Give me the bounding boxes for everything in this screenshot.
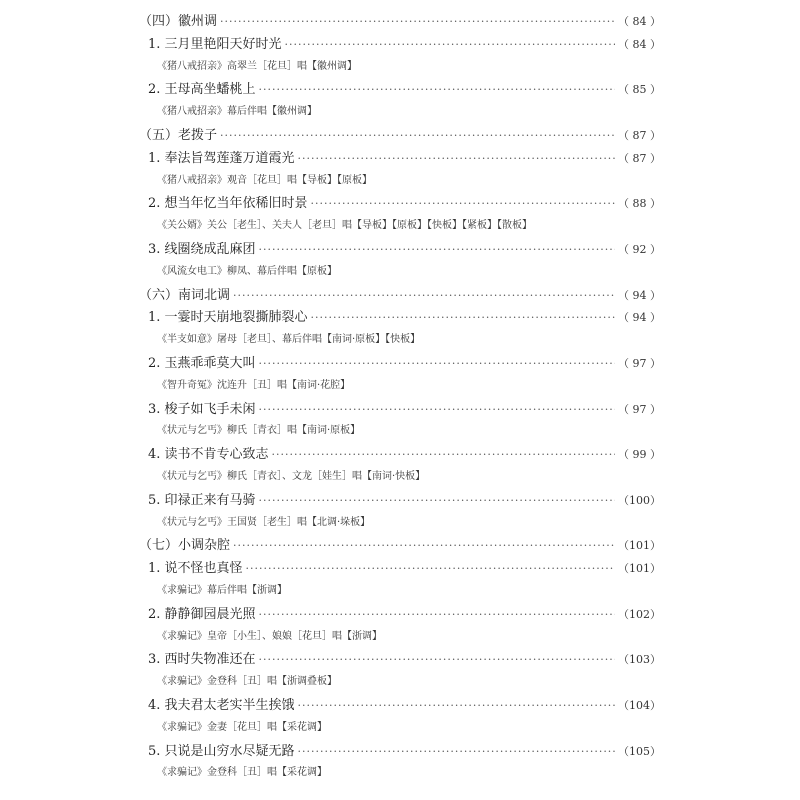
toc-entry-title: 1. 奉法旨驾莲蓬万道霞光 xyxy=(148,150,295,166)
toc-entry-page: （101） xyxy=(618,562,661,576)
toc-entry-title: 3. 西时失物准还在 xyxy=(148,652,256,668)
toc-song-entry[interactable] xyxy=(0,309,800,327)
toc-entry-page: （100） xyxy=(618,493,661,507)
toc-song-entry[interactable] xyxy=(0,401,800,419)
toc-entry-credits: 《猪八戒招亲》观音［花旦］唱【导板】【原板】 xyxy=(157,174,372,186)
toc-entry-page: （ 99 ） xyxy=(618,448,661,462)
toc-entry-line xyxy=(0,241,800,259)
toc-entry-credits: 《求骗记》金登科［丑］唱【浙调叠板】 xyxy=(157,676,337,688)
toc-entry-credits: 《求骗记》金妻［花旦］唱【采花调】 xyxy=(157,721,327,733)
toc-song-entry[interactable] xyxy=(0,651,800,669)
toc-section-entry[interactable] xyxy=(0,127,800,145)
toc-song-entry[interactable] xyxy=(0,446,800,464)
toc-entry-page: （ 85 ） xyxy=(618,83,661,97)
leader-dots xyxy=(259,355,615,373)
toc-entry-title: （七）小调杂腔 xyxy=(139,538,231,554)
toc-section-entry[interactable] xyxy=(0,537,800,555)
toc-entry-line xyxy=(0,743,800,761)
leader-dots xyxy=(285,36,615,54)
toc-entry-credits: 《求骗记》金登科［丑］唱【采花调】 xyxy=(157,767,327,779)
toc-entry-credits: 《状元与乞丐》柳氏［青衣］、文龙［娃生］唱【南词·快板】 xyxy=(157,471,426,482)
toc-entry-page: （101） xyxy=(618,539,661,553)
toc-entry-credits: 《半支如意》屠母［老旦］、幕后伴唱【南词·原板】【快板】 xyxy=(157,334,421,346)
toc-entry-title: 2. 王母高坐蟠桃上 xyxy=(148,82,256,98)
toc-song-entry[interactable] xyxy=(0,36,800,54)
toc-entry-line xyxy=(0,36,800,54)
leader-dots xyxy=(259,651,615,669)
toc-entry-line xyxy=(0,401,800,419)
leader-dots xyxy=(259,401,615,419)
leader-dots xyxy=(259,492,615,510)
toc-entry-page: （ 97 ） xyxy=(618,402,661,416)
toc-entry-title: 2. 静静御园晨光照 xyxy=(148,606,256,622)
toc-entry-title: （四）徽州调 xyxy=(139,14,218,29)
toc-entry-title: 1. 说不怪也真怪 xyxy=(148,561,243,577)
toc-song-entry[interactable] xyxy=(0,606,800,624)
toc-entry-page: （104） xyxy=(618,699,661,712)
toc-entry-line xyxy=(0,492,800,510)
toc-entry-line xyxy=(0,446,800,464)
toc-entry-page: （ 97 ） xyxy=(618,357,661,370)
toc-entry-title: 4. 读书不肯专心致志 xyxy=(148,447,269,463)
toc-entry-page: （ 94 ） xyxy=(618,288,661,302)
toc-entry-credits: 《求骗记》幕后伴唱【浙调】 xyxy=(157,585,287,596)
toc-entry-line xyxy=(0,81,800,99)
toc-entry-title: 1. 一霎时天崩地裂撕肺裂心 xyxy=(148,310,308,326)
toc-entry-title: 2. 想当年忆当年依稀旧时景 xyxy=(148,196,308,212)
toc-song-entry[interactable] xyxy=(0,355,800,373)
toc-entry-title: （五）老拨子 xyxy=(139,128,218,143)
toc-entry-line xyxy=(0,355,800,373)
leader-dots xyxy=(298,150,615,168)
leader-dots xyxy=(259,81,615,99)
toc-entry-page: （ 84 ） xyxy=(618,37,661,51)
toc-entry-line xyxy=(0,150,800,168)
toc-section-entry[interactable] xyxy=(0,287,800,305)
toc-entry-line xyxy=(0,651,800,669)
toc-song-entry[interactable] xyxy=(0,697,800,715)
toc-song-entry[interactable] xyxy=(0,241,800,259)
toc-entry-page: （103） xyxy=(618,653,661,667)
leader-dots xyxy=(298,743,615,761)
toc-entry-line xyxy=(0,127,800,145)
toc-entry-line xyxy=(0,560,800,578)
toc-song-entry[interactable] xyxy=(0,195,800,213)
toc-entry-page: （ 87 ） xyxy=(618,151,661,165)
leader-dots xyxy=(272,446,615,464)
toc-song-entry[interactable] xyxy=(0,150,800,168)
toc-entry-title: 1. 三月里艳阳天好时光 xyxy=(148,36,282,52)
toc-entry-credits: 《关公婿》关公［老生］、关夫人［老旦］唱【导板】【原板】【快板】【紧板】【散板】 xyxy=(157,220,532,232)
toc-entry-credits: 《求骗记》皇帝［小生］、娘娘［花旦］唱【浙调】 xyxy=(157,630,382,642)
toc-song-entry[interactable] xyxy=(0,492,800,510)
toc-entry-title: 4. 我夫君太老实半生挨饿 xyxy=(148,698,295,713)
toc-entry-page: （ 87 ） xyxy=(618,129,661,142)
toc-entry-title: （六）南词北调 xyxy=(139,287,231,303)
toc-entry-page: （ 92 ） xyxy=(618,243,661,256)
toc-entry-line xyxy=(0,537,800,555)
toc-entry-line xyxy=(0,13,800,31)
leader-dots xyxy=(298,697,615,715)
toc-entry-page: （102） xyxy=(618,607,661,621)
toc-entry-line xyxy=(0,697,800,715)
leader-dots xyxy=(220,13,615,31)
toc-entry-title: 5. 印禄正来有马骑 xyxy=(148,492,256,508)
toc-entry-line xyxy=(0,195,800,213)
toc-song-entry[interactable] xyxy=(0,81,800,99)
toc-entry-line xyxy=(0,287,800,305)
toc-entry-credits: 《智升奇冤》沈连升［丑］唱【南词·花腔】 xyxy=(157,379,351,391)
leader-dots xyxy=(233,287,615,305)
leader-dots xyxy=(233,537,615,555)
toc-entry-page: （ 84 ） xyxy=(618,15,661,28)
toc-entry-title: 3. 线圈绕成乱麻团 xyxy=(148,242,256,257)
toc-entry-page: （ 94 ） xyxy=(618,311,661,325)
toc-section-entry[interactable] xyxy=(0,13,800,31)
toc-entry-credits: 《状元与乞丐》王国贤［老生］唱【北调·垛板】 xyxy=(157,516,371,528)
toc-entry-credits: 《风流女电工》柳凤、幕后伴唱【原板】 xyxy=(157,265,337,277)
toc-entry-credits: 《猪八戒招亲》高翠兰［花旦］唱【徽州调】 xyxy=(157,60,357,72)
toc-entry-credits: 《状元与乞丐》柳氏［青衣］唱【南词·原板】 xyxy=(157,425,361,437)
leader-dots xyxy=(311,195,615,213)
leader-dots xyxy=(259,241,615,259)
toc-entry-line xyxy=(0,309,800,327)
leader-dots xyxy=(259,606,615,624)
toc-entry-page: （105） xyxy=(618,744,661,758)
leader-dots xyxy=(246,560,615,578)
toc-entry-title: 5. 只说是山穷水尽疑无路 xyxy=(148,743,295,759)
leader-dots xyxy=(220,127,615,145)
leader-dots xyxy=(311,309,615,327)
toc-entry-line xyxy=(0,606,800,624)
toc-song-entry[interactable] xyxy=(0,743,800,761)
toc-entry-title: 3. 梭子如飞手未闲 xyxy=(148,401,256,417)
toc-entry-page: （ 88 ） xyxy=(618,197,661,211)
toc-entry-title: 2. 玉燕乖乖莫大叫 xyxy=(148,356,256,371)
toc-entry-credits: 《猪八戒招亲》幕后伴唱【徽州调】 xyxy=(157,106,317,118)
toc-song-entry[interactable] xyxy=(0,560,800,578)
